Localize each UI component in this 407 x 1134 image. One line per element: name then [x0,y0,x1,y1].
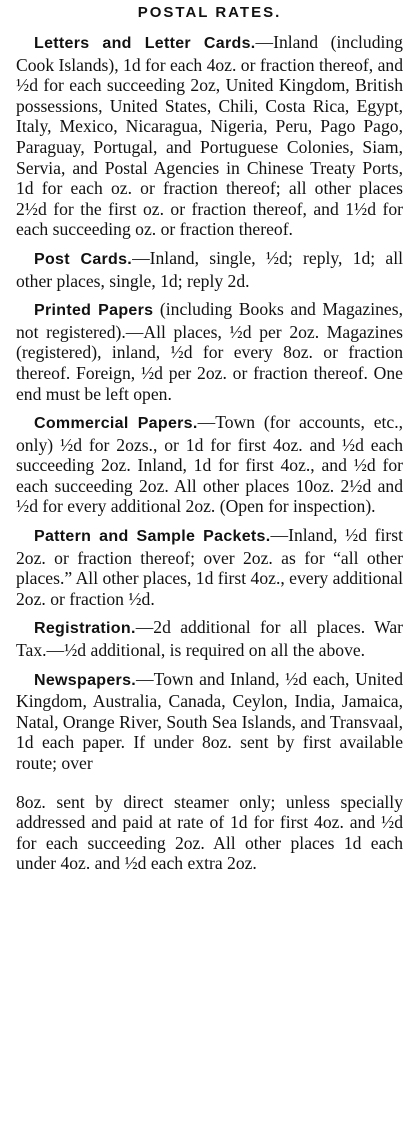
section-text-post-cards: —Inland, single, ½d; reply, 1d; all other places, single, 1d; reply 2d. [16,247,403,291]
section-post-cards [16,248,403,291]
section-heading-post-cards: Post Cards. [34,250,133,268]
section-pattern-packets [16,525,403,609]
section-printed-papers [16,299,403,404]
section-text-letters: —Inland (including Cook Islands), 1d for each 4oz. or fraction thereof, and ½d for each succeeding 2oz, United Kingdom, British possessions, United States, Chili, Costa Rica, Egypt, Italy, Mexico, Nicaragua, Nigeria, Peru, Pago Pago, Paraguay, Portugal, and Portuguese Colonies, Siam, Servia, and Postal Agencies in Chinese Treaty Ports, 1d for each oz. or fraction thereof; all other places 2½d for the first oz. or fraction thereof, and 1½d for each succeeding oz. or fraction thereof. [16,32,403,240]
section-heading-newspapers: Newspapers. [34,671,137,689]
section-letters [16,32,403,240]
section-text-registration: —2d additional for all places. War Tax.—½d additional, is required on all the above. [16,617,403,661]
section-text-newspapers: —Town and Inland, ½d each, United Kingdom, Australia, Canada, Ceylon, India, Jamaica, Natal, Orange River, South Sea Islands, and Transvaal, 1d each paper. If under 8oz. sent by first available route; over [16,668,403,773]
section-commercial-papers [16,412,403,517]
section-heading-pattern-packets: Pattern and Sample Packets. [34,528,271,546]
section-newspapers [16,669,403,774]
section-text-pattern-packets: —Inland, ½d first 2oz. or fraction thereof; over 2oz. as for “all other places.” All other places, 1d first 4oz., every additional 2oz. or fraction ½d. [16,525,403,609]
page-title: POSTAL RATES. [137,4,282,21]
section-heading-registration: Registration. [34,620,136,638]
section-heading-commercial-papers: Commercial Papers. [34,415,198,433]
section-registration [16,617,403,660]
section-text-commercial-papers: —Town (for accounts, etc., only) ½d for 2ozs., or 1d for first 4oz. and ½d each succeeding 2oz. Inland, 1d for first 4oz., and ½d for each succeeding 2oz. All other places 10oz. 2½d and ½d for every additional 2oz. (Open for inspection). [16,412,403,517]
newspapers-continuation: 8oz. sent by direct steamer only; unless specially addressed and paid at rate of 1d for first 4oz. and ½d for each succeeding 2oz. All other places 1d each under 4oz. and ½d each extra 2oz. [16,791,403,874]
section-heading-printed-papers: Printed Papers [34,302,154,320]
section-text-printed-papers: (including Books and Magazines, not registered).—All places, ½d per 2oz. Magazines (registered), inland, ½d for every 8oz. or fraction thereof. Foreign, ½d per 2oz. or fraction thereof. One end must be left open. [16,299,403,404]
section-heading-letters: Letters and Letter Cards. [34,35,256,52]
